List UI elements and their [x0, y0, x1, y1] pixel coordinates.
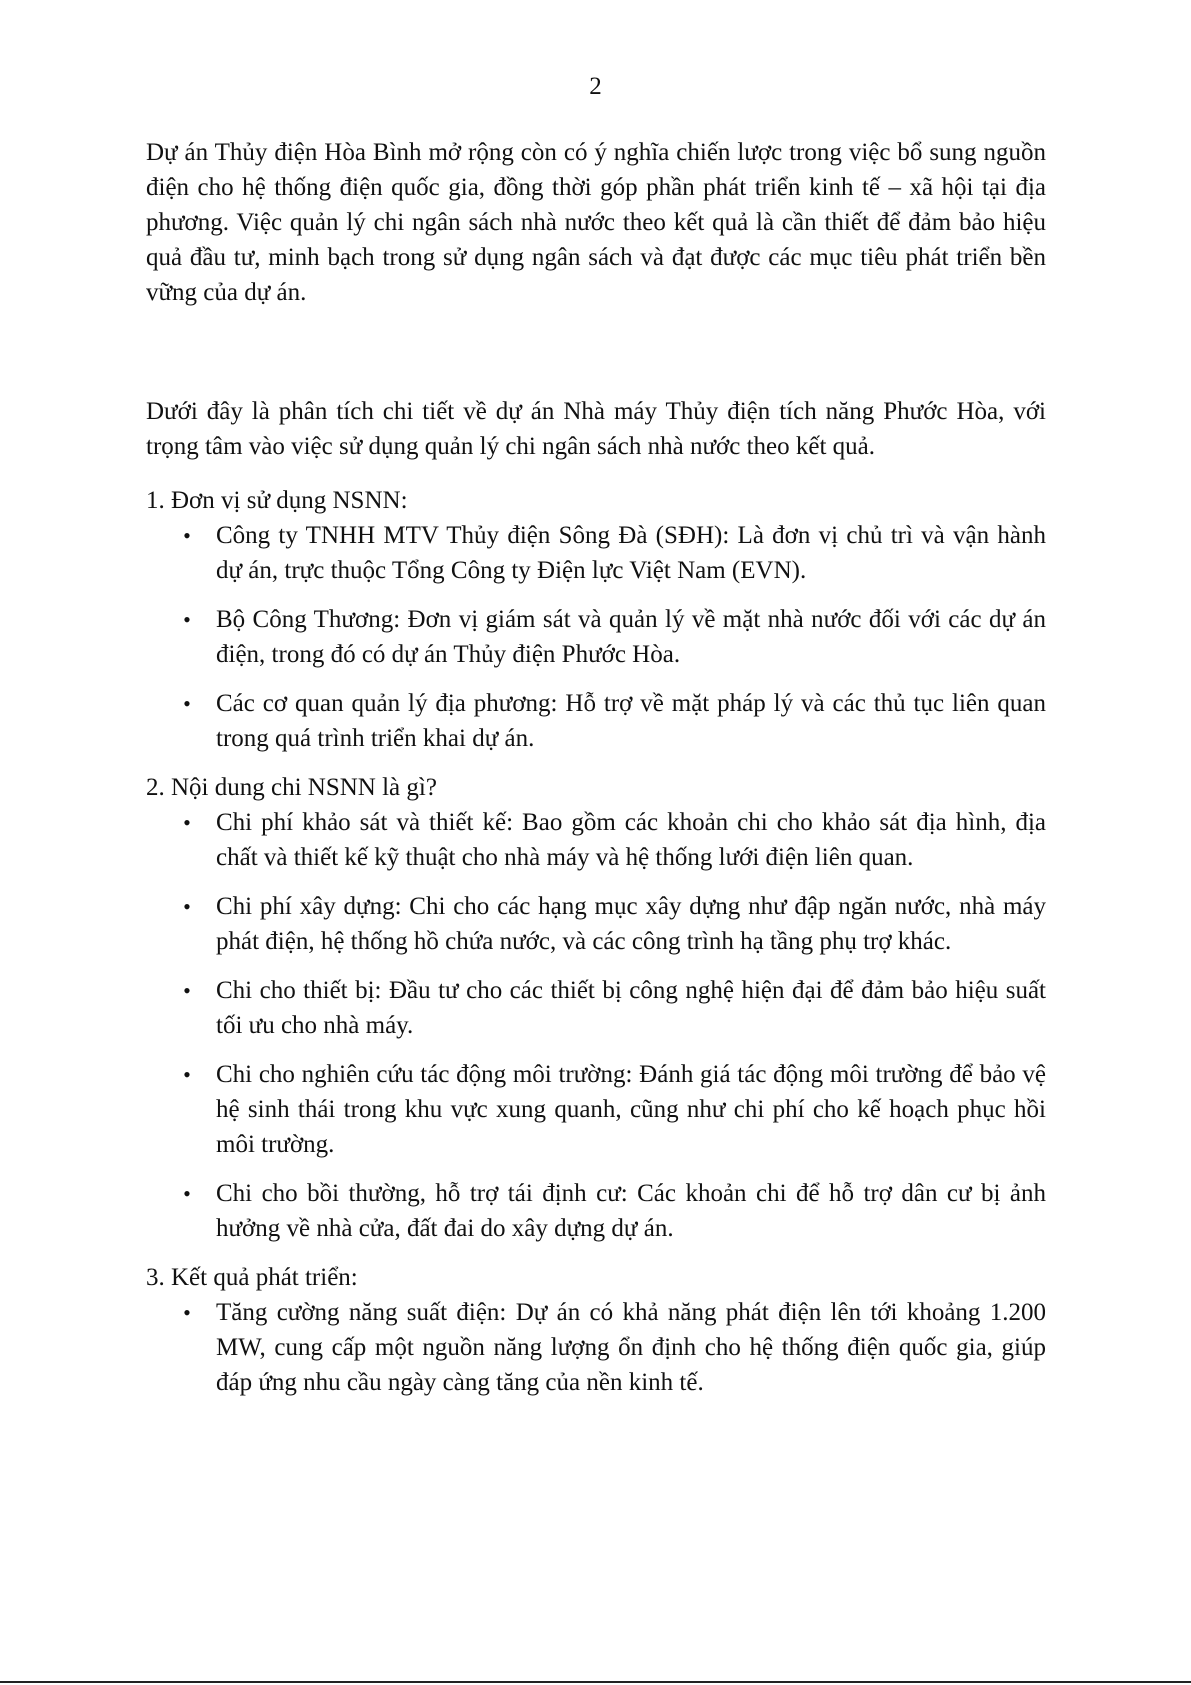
list-item — [183, 889, 1046, 959]
bullet-icon: • — [183, 978, 191, 1003]
list-item — [183, 1295, 1046, 1400]
bullet-icon: • — [183, 523, 191, 548]
bullet-list — [146, 518, 1046, 756]
section-title: 2. Nội dung chi NSNN là gì? — [146, 774, 437, 801]
intro-paragraph: Dự án Thủy điện Hòa Bình mở rộng còn có ý nghĩa chiến lược trong việc bổ sung nguồn điện cho hệ thống điện quốc gia, đồng thời góp phần phát triển kinh tế – xã hội tại địa phương. Việc quản lý chi ngân sách nhà nước theo kết quả là cần thiết để đảm bảo hiệu quả đầu tư, minh bạch trong sử dụng ngân sách và đạt được các mục tiêu phát triển bền vững của dự án. — [146, 139, 1046, 306]
list-item-text: Chi phí khảo sát và thiết kế: Bao gồm các khoản chi cho khảo sát địa hình, địa chất và thiết kế kỹ thuật cho nhà máy và hệ thống lưới điện liên quan. — [216, 809, 1046, 871]
bullet-icon: • — [183, 1300, 191, 1325]
document-body — [146, 135, 1046, 1414]
section-title: 3. Kết quả phát triển: — [146, 1264, 358, 1291]
list-item — [183, 805, 1046, 875]
list-item-text: Chi phí xây dựng: Chi cho các hạng mục xây dựng như đập ngăn nước, nhà máy phát điện, hệ thống hồ chứa nước, và các công trình hạ tầng phụ trợ khác. — [216, 893, 1046, 955]
page-bottom-rule — [0, 1681, 1191, 1683]
bullet-icon: • — [183, 894, 191, 919]
bullet-list — [146, 1295, 1046, 1400]
list-item — [183, 973, 1046, 1043]
list-item — [183, 518, 1046, 588]
list-item-text: Các cơ quan quản lý địa phương: Hỗ trợ về mặt pháp lý và các thủ tục liên quan trong quá trình triển khai dự án. — [216, 690, 1046, 752]
page-number: 2 — [589, 73, 602, 100]
list-item-text: Tăng cường năng suất điện: Dự án có khả năng phát điện lên tới khoảng 1.200 MW, cung cấp một nguồn năng lượng ổn định cho hệ thống điện quốc gia, giúp đáp ứng nhu cầu ngày càng tăng của nền kinh tế. — [216, 1299, 1046, 1396]
list-item — [183, 1057, 1046, 1162]
section-spending-content — [146, 770, 1046, 1246]
bullet-icon: • — [183, 607, 191, 632]
bullet-icon: • — [183, 1062, 191, 1087]
section-units — [146, 483, 1046, 756]
list-item-text: Công ty TNHH MTV Thủy điện Sông Đà (SĐH): Là đơn vị chủ trì và vận hành dự án, trực thuộc Tổng Công ty Điện lực Việt Nam (EVN). — [216, 522, 1046, 584]
list-item-text: Bộ Công Thương: Đơn vị giám sát và quản lý về mặt nhà nước đối với các dự án điện, trong đó có dự án Thủy điện Phước Hòa. — [216, 606, 1046, 668]
list-item-text: Chi cho thiết bị: Đầu tư cho các thiết bị công nghệ hiện đại để đảm bảo hiệu suất tối ưu cho nhà máy. — [216, 977, 1046, 1039]
bullet-icon: • — [183, 1181, 191, 1206]
list-item — [183, 602, 1046, 672]
lead-paragraph: Dưới đây là phân tích chi tiết về dự án Nhà máy Thủy điện tích năng Phước Hòa, với trọng tâm vào việc sử dụng quản lý chi ngân sách nhà nước theo kết quả. — [146, 398, 1046, 460]
list-item — [183, 1176, 1046, 1246]
list-item-text: Chi cho nghiên cứu tác động môi trường: Đánh giá tác động môi trường để bảo vệ hệ sinh thái trong khu vực xung quanh, cũng như chi phí cho kế hoạch phục hồi môi trường. — [216, 1061, 1046, 1158]
bullet-list — [146, 805, 1046, 1246]
list-item — [183, 686, 1046, 756]
section-title: 1. Đơn vị sử dụng NSNN: — [146, 487, 408, 514]
list-item-text: Chi cho bồi thường, hỗ trợ tái định cư: Các khoản chi để hỗ trợ dân cư bị ảnh hưởng về nhà cửa, đất đai do xây dựng dự án. — [216, 1180, 1046, 1242]
bullet-icon: • — [183, 691, 191, 716]
section-results — [146, 1260, 1046, 1400]
bullet-icon: • — [183, 810, 191, 835]
